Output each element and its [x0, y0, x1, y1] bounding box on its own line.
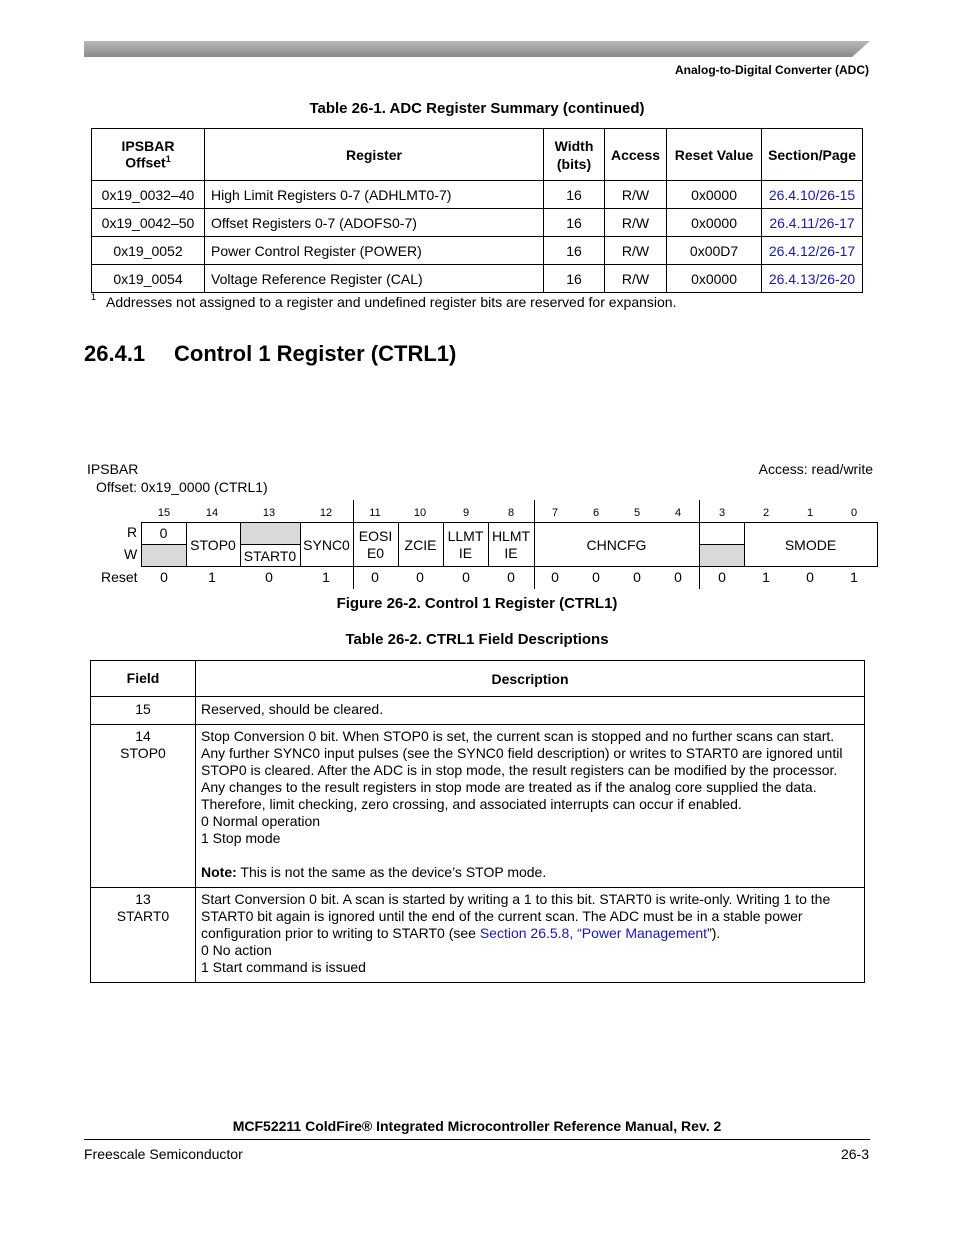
reset-cell: 0x0000	[667, 265, 762, 293]
field-bit15: 0	[159, 525, 168, 541]
field-start0: START0	[243, 547, 297, 564]
footer-company: Freescale Semiconductor	[84, 1146, 243, 1162]
reset-value: 1	[762, 569, 770, 585]
bit-number: 0	[850, 507, 858, 519]
bit-number: 14	[205, 507, 219, 519]
bit-number: 13	[262, 507, 276, 519]
bit-number: 7	[551, 507, 559, 519]
access-cell: R/W	[605, 265, 667, 293]
offset-cell: 0x19_0042–50	[92, 209, 205, 237]
footer-title: MCF52211 ColdFire® Integrated Microcontroller Reference Manual, Rev. 2	[232, 1118, 722, 1134]
offset-cell: 0x19_0052	[92, 237, 205, 265]
bit-number: 11	[369, 507, 381, 519]
column-header: Width (bits)	[544, 129, 605, 181]
width-cell: 16	[544, 237, 605, 265]
bit-number: 5	[633, 507, 641, 519]
register-cell: High Limit Registers 0-7 (ADHLMT0-7)	[205, 181, 544, 209]
section-link[interactable]: 26.4.12/26-17	[762, 237, 863, 265]
table2-caption: Table 26-2. CTRL1 Field Descriptions	[345, 631, 609, 648]
column-header: Access	[605, 129, 667, 181]
register-grid	[0, 0, 954, 600]
column-header: Section/Page	[762, 129, 863, 181]
bit-number: 2	[762, 507, 770, 519]
register-cell: Offset Registers 0-7 (ADOFS0-7)	[205, 209, 544, 237]
table-row	[91, 725, 865, 888]
reset-value: 0	[674, 569, 682, 585]
read-row-label: R	[127, 524, 138, 540]
description-cell: Stop Conversion 0 bit. When STOP0 is set, the current scan is stopped and no further scans can start. Any further SYNC0 input pulses (see the SYNC0 field description) or writes to START0 are ignored until STOP0 is cleared. After the ADC is in stop mode, the result registers can be modified by the processor. Any changes to the result registers in stop mode are treated as if the analog core supplied the data. Therefore, limit checking, zero crossing, and associated interrupts can occur if enabled. 0 Normal operation 1 Stop mode Note: This is not the same as the device’s STOP mode.	[196, 725, 865, 888]
offset-cell: 0x19_0032–40	[92, 181, 205, 209]
chapter-header: Analog-to-Digital Converter (ADC)	[675, 63, 869, 77]
field-smode: SMODE	[784, 536, 837, 553]
footer-rule	[84, 1139, 870, 1140]
page-number: 26-3	[840, 1146, 869, 1162]
table-row	[91, 697, 865, 725]
table1-caption: Table 26-1. ADC Register Summary (continued)	[309, 100, 645, 117]
reset-value: 1	[208, 569, 216, 585]
reset-value: 0	[160, 569, 168, 585]
access-cell: R/W	[605, 209, 667, 237]
table-row	[91, 888, 865, 983]
column-header: Register	[205, 129, 544, 181]
section-link[interactable]: 26.4.13/26-20	[762, 265, 863, 293]
reset-value: 0	[416, 569, 424, 585]
bit-number: 3	[718, 507, 726, 519]
bit-number: 4	[674, 507, 682, 519]
bit-number: 6	[592, 507, 600, 519]
field-chncfg: CHNCFG	[586, 536, 647, 553]
access-cell: R/W	[605, 181, 667, 209]
access-label: Access: read/write	[758, 461, 873, 477]
width-cell: 16	[544, 209, 605, 237]
offset-cell: 0x19_0054	[92, 265, 205, 293]
column-header: Reset Value	[667, 129, 762, 181]
reset-value: 0	[462, 569, 470, 585]
field-zcie: ZCIE	[404, 536, 437, 553]
section-heading: 26.4.1 Control 1 Register (CTRL1)	[84, 341, 457, 366]
width-cell: 16	[544, 181, 605, 209]
reset-value: 0	[265, 569, 273, 585]
reset-value: 0	[718, 569, 726, 585]
bit-number: 9	[462, 507, 470, 519]
bit-number: 15	[157, 507, 171, 519]
width-cell: 16	[544, 265, 605, 293]
bit-number: 8	[507, 507, 515, 519]
write-row-label: W	[124, 546, 138, 562]
field-hlmtie: HLMT IE	[491, 528, 531, 561]
field-llmtie: LLMT IE	[447, 528, 484, 561]
column-header: IPSBAR Offset$^1$	[92, 129, 205, 181]
register-cell: Power Control Register (POWER)	[205, 237, 544, 265]
ipsbar-label: IPSBAR	[87, 461, 139, 477]
section-link[interactable]: 26.4.11/26-17	[762, 209, 863, 237]
column-header: Field	[91, 661, 196, 697]
reset-value: 1	[850, 569, 858, 585]
field-eosie0: EOSI E0	[358, 528, 393, 561]
figure-caption: Figure 26-2. Control 1 Register (CTRL1)	[336, 595, 618, 612]
reset-cell: 0x0000	[667, 181, 762, 209]
description-cell: Reserved, should be cleared.	[196, 697, 865, 725]
description-cell: Start Conversion 0 bit. A scan is started by writing a 1 to this bit. START0 is write-only. Writing 1 to the START0 bit again is ignored until the end of the current scan. The ADC must be in a stable power configuration prior to writing to START0 (see Section 26.5.8, “Power Management”). 0 No action 1 Start command is issued	[196, 888, 865, 983]
field-stop0: STOP0	[190, 536, 236, 553]
reset-value: 0	[507, 569, 515, 585]
reset-cell: 0x00D7	[667, 237, 762, 265]
bit-number: 10	[413, 507, 427, 519]
field-cell: 14 STOP0	[91, 725, 196, 888]
reset-value: 0	[551, 569, 559, 585]
field-descriptions-table	[90, 660, 865, 983]
access-cell: R/W	[605, 237, 667, 265]
bit-number: 1	[806, 507, 814, 519]
column-header: Description	[196, 661, 865, 697]
register-cell: Voltage Reference Register (CAL)	[205, 265, 544, 293]
section-link[interactable]: 26.4.10/26-15	[762, 181, 863, 209]
field-cell: 13 START0	[91, 888, 196, 983]
field-sync0: SYNC0	[303, 536, 350, 553]
reset-value: 1	[322, 569, 330, 585]
reset-value: 0	[371, 569, 379, 585]
bit-number: 12	[319, 507, 333, 519]
power-management-link[interactable]: Section 26.5.8, “Power Management	[479, 925, 708, 941]
offset-label: Offset: 0x19_0000 (CTRL1)	[96, 479, 268, 495]
reset-value: 0	[633, 569, 641, 585]
table1-footnote: $^1$ Addresses not assigned to a register and undefined register bits are reserved for expansion.	[91, 292, 677, 310]
reset-row-label: Reset	[101, 569, 138, 585]
reset-value: 0	[806, 569, 814, 585]
table-header-row	[91, 661, 865, 697]
reset-cell: 0x0000	[667, 209, 762, 237]
field-cell: 15	[91, 697, 196, 725]
reset-value: 0	[592, 569, 600, 585]
